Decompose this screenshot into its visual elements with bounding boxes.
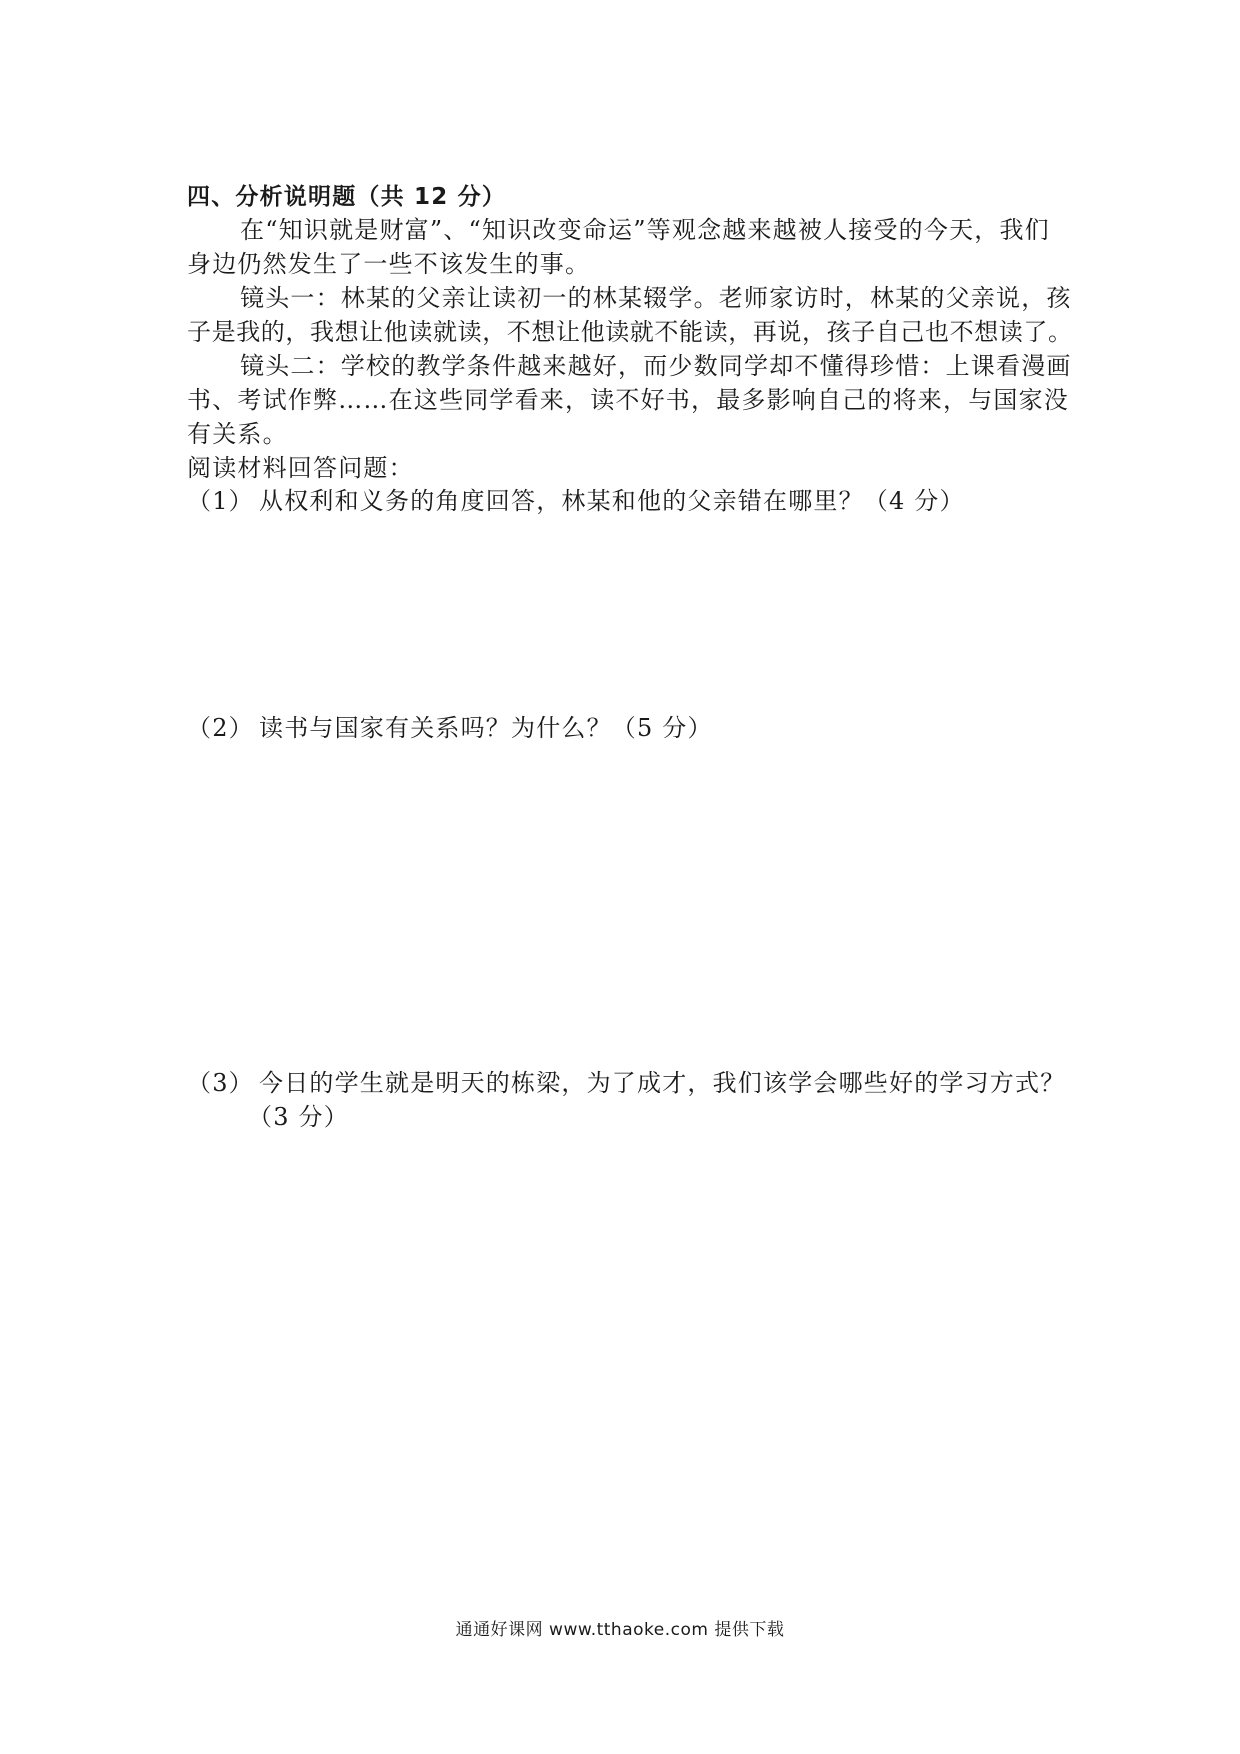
question-2 bbox=[187, 711, 713, 745]
question-1 bbox=[187, 484, 965, 518]
material-paragraph-3-line-1: 镜头二：学校的教学条件越来越好，而少数同学却不懂得珍惜：上课看漫画 bbox=[240, 352, 1072, 380]
material-paragraph-3-line-2: 书、考试作弊……在这些同学看来，读不好书，最多影响自己的将来，与国家没 bbox=[187, 386, 1069, 414]
footer-credit: 通通好课网 www.tthaoke.com 提供下载 bbox=[455, 1620, 785, 1640]
question-2-number: （2） bbox=[187, 714, 254, 742]
material-paragraph-2-line-1: 镜头一：林某的父亲让读初一的林某辍学。老师家访时，林某的父亲说，孩 bbox=[240, 284, 1072, 312]
material-paragraph-3-line-3: 有关系。 bbox=[187, 420, 288, 448]
material-paragraph-2-line-2: 子是我的，我想让他读就读，不想让他读就不能读，再说，孩子自己也不想读了。 bbox=[187, 318, 1073, 346]
question-1-text: 从权利和义务的角度回答，林某和他的父亲错在哪里？（4 分） bbox=[259, 487, 965, 515]
question-1-number: （1） bbox=[187, 487, 254, 515]
material-paragraph-1-line-2: 身边仍然发生了一些不该发生的事。 bbox=[187, 250, 591, 278]
section-heading: 四、分析说明题（共 12 分） bbox=[187, 184, 507, 210]
question-3 bbox=[187, 1066, 1065, 1100]
question-3-text: 今日的学生就是明天的栋梁，为了成才，我们该学会哪些好的学习方式？ bbox=[259, 1069, 1066, 1097]
reading-instruction: 阅读材料回答问题： bbox=[187, 454, 414, 482]
material-paragraph-1-line-1: 在“知识就是财富”、“知识改变命运”等观念越来越被人接受的今天，我们 bbox=[240, 216, 1050, 244]
question-3-number: （3） bbox=[187, 1069, 254, 1097]
question-3-text-continued: （3 分） bbox=[248, 1103, 349, 1131]
question-2-text: 读书与国家有关系吗？为什么？（5 分） bbox=[259, 714, 713, 742]
